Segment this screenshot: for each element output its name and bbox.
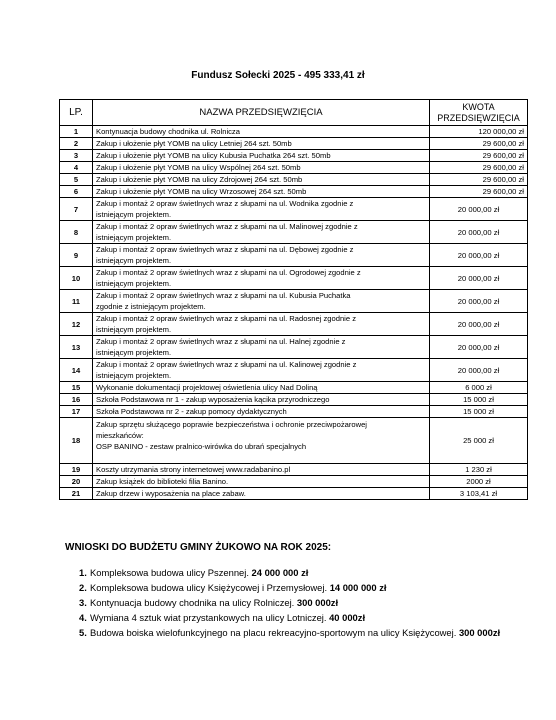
row-lp: 11 — [60, 290, 93, 313]
row-name — [93, 359, 430, 382]
row-name — [93, 290, 430, 313]
wnioski-item-amount: 300 000zł — [458, 627, 501, 638]
row-name-line: Zakup i montaż 2 opraw świetlnych wraz z słupami na ul. Kalinowej zgodnie z — [96, 360, 357, 369]
row-amount: 20 000,00 zł — [430, 198, 528, 221]
row-name-line: Zakup i ułożenie płyt YOMB na ulicy Wspólnej 264 szt. 50mb — [96, 163, 301, 172]
row-name — [93, 138, 430, 150]
row-name — [93, 382, 430, 394]
table-row — [60, 336, 528, 359]
row-name-line: Zakup i montaż 2 opraw świetlnych wraz z słupami na ul. Dębowej zgodnie z — [96, 245, 354, 254]
row-lp: 12 — [60, 313, 93, 336]
row-name-line: Zakup i montaż 2 opraw świetlnych wraz z słupami na ul. Kubusia Puchatka — [96, 291, 351, 300]
table-row — [60, 221, 528, 244]
row-lp: 19 — [60, 464, 93, 476]
table-row — [60, 244, 528, 267]
row-name-line: mieszkańców: — [96, 430, 144, 440]
row-name-line: OSP BANINO - zestaw pralnico-wirówka do ubrań specjalnych — [96, 441, 307, 451]
row-name — [93, 476, 430, 488]
row-amount: 15 000 zł — [430, 394, 528, 406]
row-name-line: Zakup książek do biblioteki filia Banino. — [96, 477, 229, 486]
row-amount: 25 000 zł — [430, 418, 528, 464]
row-lp: 2 — [60, 138, 93, 150]
wnioski-item — [65, 611, 505, 624]
row-name — [93, 126, 430, 138]
row-name-line: Kontynuacja budowy chodnika ul. Rolnicza — [96, 127, 240, 136]
row-lp: 7 — [60, 198, 93, 221]
header-name: NAZWA PRZEDSIĘWZIĘCIA — [93, 100, 430, 126]
row-name-line: Zakup i montaż 2 opraw świetlnych wraz z słupami na ul. Wodnika zgodnie z — [96, 199, 354, 208]
row-name — [93, 418, 430, 464]
row-amount: 20 000,00 zł — [430, 313, 528, 336]
wnioski-item — [65, 596, 505, 609]
row-name-line: Zakup i montaż 2 opraw świetlnych wraz z słupami na ul. Radosnej zgodnie z — [96, 314, 357, 323]
wnioski-item-text: Kompleksowa budowa ulicy Pszennej. — [90, 567, 252, 578]
row-lp: 8 — [60, 221, 93, 244]
row-amount: 15 000 zł — [430, 406, 528, 418]
table-row — [60, 186, 528, 198]
row-lp: 1 — [60, 126, 93, 138]
row-amount: 29 600,00 zł — [430, 174, 528, 186]
row-lp: 6 — [60, 186, 93, 198]
table-row — [60, 162, 528, 174]
row-amount: 120 000,00 zł — [430, 126, 528, 138]
row-name — [93, 464, 430, 476]
row-name-line: Zakup i ułożenie płyt YOMB na ulicy Zdrojowej 264 szt. 50mb — [96, 175, 303, 184]
row-amount: 20 000,00 zł — [430, 267, 528, 290]
row-lp: 13 — [60, 336, 93, 359]
wnioski-item-number: 5. — [79, 627, 87, 638]
row-name-line: zgodnie z istniejącym projektem. — [96, 302, 206, 311]
table-row — [60, 126, 528, 138]
row-name-line: Zakup sprzętu służącego poprawie bezpieczeństwa i ochronie przeciwpożarowej — [96, 419, 367, 429]
table-row — [60, 464, 528, 476]
wnioski-item — [65, 626, 505, 639]
row-lp: 21 — [60, 488, 93, 500]
table-row — [60, 150, 528, 162]
table-row — [60, 382, 528, 394]
header-lp: LP. — [60, 100, 93, 126]
wnioski-item-number: 3. — [79, 597, 87, 608]
row-lp: 4 — [60, 162, 93, 174]
table-row — [60, 476, 528, 488]
header-amount — [430, 100, 528, 126]
row-lp: 9 — [60, 244, 93, 267]
row-lp: 20 — [60, 476, 93, 488]
row-name-line: Koszty utrzymania strony internetowej www.radabanino.pl — [96, 465, 291, 474]
table-row — [60, 290, 528, 313]
row-amount: 29 600,00 zł — [430, 150, 528, 162]
row-amount: 6 000 zł — [430, 382, 528, 394]
row-name — [93, 186, 430, 198]
row-name-line: istniejącym projektem. — [96, 210, 172, 219]
row-name-line: Zakup i montaż 2 opraw świetlnych wraz z słupami na ul. Malinowej zgodnie z — [96, 222, 358, 231]
row-name-line: istniejącym projektem. — [96, 325, 172, 334]
row-name-line: Zakup i ułożenie płyt YOMB na ulicy Wrzosowej 264 szt. 50mb — [96, 187, 307, 196]
wnioski-item-amount: 14 000 000 zł — [329, 582, 387, 593]
row-name — [93, 174, 430, 186]
wnioski-item-amount: 40 000zł — [329, 612, 366, 623]
row-name-line: istniejącym projektem. — [96, 279, 172, 288]
row-lp: 18 — [60, 418, 93, 464]
row-name — [93, 244, 430, 267]
row-lp: 3 — [60, 150, 93, 162]
row-name-line: Wykonanie dokumentacji projektowej oświetlenia ulicy Nad Doliną — [96, 383, 318, 392]
wnioski-item — [65, 566, 505, 579]
wnioski-item-number: 4. — [79, 612, 87, 623]
wnioski-item-text: Wymiana 4 sztuk wiat przystankowych na ulicy Lotniczej. — [90, 612, 330, 623]
header-amount-line2: PRZEDSIĘWZIĘCIA — [437, 112, 520, 123]
row-amount: 20 000,00 zł — [430, 336, 528, 359]
row-name — [93, 336, 430, 359]
row-lp: 17 — [60, 406, 93, 418]
row-amount: 2000 zł — [430, 476, 528, 488]
row-name-line: istniejącym projektem. — [96, 256, 172, 265]
table-row — [60, 198, 528, 221]
table-row — [60, 418, 528, 464]
row-name — [93, 221, 430, 244]
row-amount: 29 600,00 zł — [430, 162, 528, 174]
row-name-line: Szkoła Podstawowa nr 1 - zakup wyposażenia kącika przyrodniczego — [96, 395, 330, 404]
table-row — [60, 359, 528, 382]
row-name — [93, 150, 430, 162]
table-row — [60, 174, 528, 186]
row-amount: 29 600,00 zł — [430, 186, 528, 198]
row-name-line: Zakup i ułożenie płyt YOMB na ulicy Letniej 264 szt. 50mb — [96, 139, 292, 148]
row-amount: 20 000,00 zł — [430, 290, 528, 313]
row-amount: 3 103,41 zł — [430, 488, 528, 500]
row-name-line — [96, 452, 426, 463]
row-name-line: istniejącym projektem. — [96, 371, 172, 380]
table-row — [60, 488, 528, 500]
table-body — [60, 126, 528, 500]
wnioski-item-number: 1. — [79, 567, 87, 578]
row-name — [93, 488, 430, 500]
row-amount: 20 000,00 zł — [430, 221, 528, 244]
wnioski-item — [65, 581, 505, 594]
wnioski-item-text: Kompleksowa budowa ulicy Księżycowej i Przemysłowej. — [90, 582, 330, 593]
wnioski-item-amount: 24 000 000 zł — [251, 567, 309, 578]
wnioski-item-text: Kontynuacja budowy chodnika na ulicy Rolniczej. — [90, 597, 297, 608]
row-name — [93, 267, 430, 290]
table-row — [60, 313, 528, 336]
wnioski-title: WNIOSKI DO BUDŻETU GMINY ŻUKOWO NA ROK 2025: — [65, 542, 332, 553]
row-name — [93, 198, 430, 221]
row-amount: 20 000,00 zł — [430, 244, 528, 267]
budget-table — [59, 99, 528, 500]
document-title: Fundusz Sołecki 2025 - 495 333,41 zł — [191, 70, 365, 81]
wnioski-item-number: 2. — [79, 582, 87, 593]
table-row — [60, 267, 528, 290]
wnioski-item-amount: 300 000zł — [296, 597, 339, 608]
row-lp: 14 — [60, 359, 93, 382]
row-name-line: Zakup drzew i wyposażenia na place zabaw. — [96, 489, 246, 498]
row-lp: 16 — [60, 394, 93, 406]
row-name — [93, 394, 430, 406]
row-amount: 20 000,00 zł — [430, 359, 528, 382]
row-name-line: Zakup i montaż 2 opraw świetlnych wraz z słupami na ul. Halnej zgodnie z — [96, 337, 346, 346]
row-name — [93, 313, 430, 336]
row-amount: 1 230 zł — [430, 464, 528, 476]
table-row — [60, 406, 528, 418]
header-amount-line1: KWOTA — [462, 101, 495, 112]
row-name-line: Zakup i ułożenie płyt YOMB na ulicy Kubusia Puchatka 264 szt. 50mb — [96, 151, 331, 160]
row-lp: 5 — [60, 174, 93, 186]
row-name-line: Szkoła Podstawowa nr 2 - zakup pomocy dydaktycznych — [96, 407, 287, 416]
row-lp: 15 — [60, 382, 93, 394]
row-lp: 10 — [60, 267, 93, 290]
table-row — [60, 138, 528, 150]
row-name-line: Zakup i montaż 2 opraw świetlnych wraz z słupami na ul. Ogrodowej zgodnie z — [96, 268, 361, 277]
row-name — [93, 162, 430, 174]
row-name — [93, 406, 430, 418]
table-row — [60, 394, 528, 406]
row-name-line: istniejącym projektem. — [96, 233, 172, 242]
wnioski-item-text: Budowa boiska wielofunkcyjnego na placu rekreacyjno-sportowym na ulicy Księżycowej. — [90, 627, 459, 638]
row-name-line: istniejącym projektem. — [96, 348, 172, 357]
row-amount: 29 600,00 zł — [430, 138, 528, 150]
wnioski-list — [65, 566, 505, 641]
